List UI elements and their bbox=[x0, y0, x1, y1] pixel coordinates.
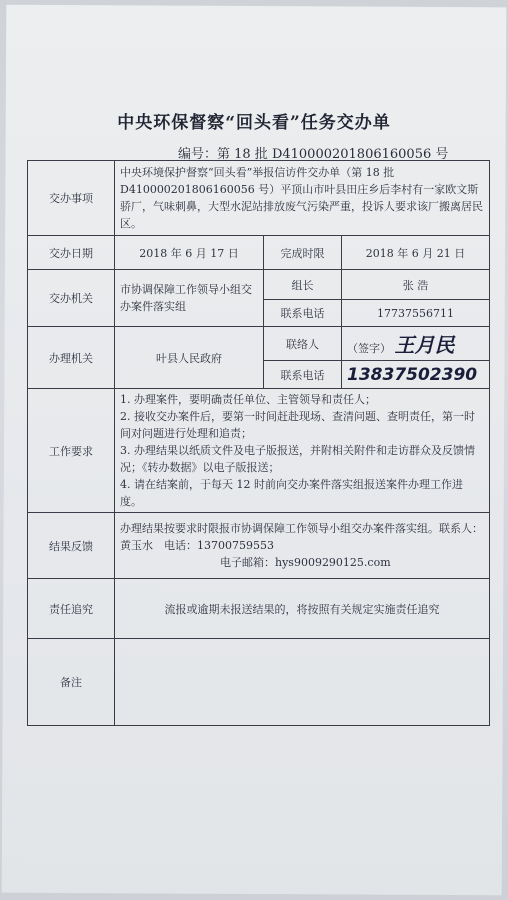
row-date bbox=[28, 236, 490, 270]
requirement-item: 2. 接收交办案件后，要第一时间赶赴现场、查清问题、查明责任，第一时间对问题进行处理和追责； bbox=[120, 410, 475, 440]
label-task: 交办事项 bbox=[28, 161, 115, 236]
handwritten-phone: 13837502390 bbox=[347, 364, 478, 385]
requirements-list bbox=[115, 389, 490, 513]
label-feedback: 结果反馈 bbox=[28, 513, 115, 579]
row-remarks bbox=[28, 639, 490, 726]
feedback-cell bbox=[115, 513, 490, 579]
contact-cell bbox=[342, 327, 490, 361]
task-description: 中央环境保护督察“回头看”举报信访件交办单（第 18 批 D410000201806160056 号）平顶山市叶县田庄乡后李村有一家欧文斯骄厂，气味刺鼻，大型水泥站排放废气污染严重，投诉人要求该厂搬离居民区。 bbox=[115, 161, 490, 236]
agency-phone-value: 17737556711 bbox=[342, 300, 490, 327]
task-form-table bbox=[27, 160, 490, 726]
requirement-item: 3. 办理结果以纸质文件及电子版报送，并附相关附件和走访群众及反馈情况；《转办数据》以电子版报送； bbox=[120, 444, 475, 474]
serial-number: 编号：第 18 批 D410000201806160056 号 bbox=[178, 147, 449, 162]
handwritten-signature: 王月民 bbox=[394, 333, 455, 357]
requirement-item: 4. 请在结案前，于每天 12 时前向交办案件落实组报送案件办理工作进度。 bbox=[120, 478, 463, 508]
feedback-email: 电子邮箱：hys9009290125.com bbox=[220, 556, 391, 569]
label-handler-phone: 联系电话 bbox=[264, 361, 342, 389]
row-handler-1 bbox=[28, 327, 490, 361]
deadline-value: 2018 年 6 月 21 日 bbox=[342, 236, 490, 270]
handler-name: 叶县人民政府 bbox=[115, 327, 264, 389]
label-agency: 交办机关 bbox=[28, 270, 115, 327]
label-contact: 联络人 bbox=[264, 327, 342, 361]
requirement-item: 1. 办理案件，要明确责任单位、主管领导和责任人； bbox=[120, 393, 376, 406]
document-title: 中央环保督察“回头看”任务交办单 bbox=[117, 113, 391, 133]
row-accountability bbox=[28, 579, 490, 639]
label-remarks: 备注 bbox=[28, 639, 115, 726]
label-accountability: 责任追究 bbox=[28, 579, 115, 639]
accountability-text: 流报或逾期未报送结果的，将按照有关规定实施责任追究 bbox=[115, 579, 490, 639]
label-leader: 组长 bbox=[264, 270, 342, 300]
label-deadline: 完成时限 bbox=[264, 236, 342, 270]
date-value: 2018 年 6 月 17 日 bbox=[115, 236, 264, 270]
row-feedback bbox=[28, 513, 490, 579]
handler-phone-cell bbox=[342, 361, 490, 389]
feedback-text: 办理结果按要求时限报市协调保障工作领导小组交办案件落实组。联系人：黄玉水 电话：13700759553 bbox=[120, 522, 483, 552]
leader-value: 张 浩 bbox=[342, 270, 490, 300]
label-agency-phone: 联系电话 bbox=[264, 300, 342, 327]
remarks-value bbox=[115, 639, 490, 726]
agency-name: 市协调保障工作领导小组交办案件落实组 bbox=[115, 270, 264, 327]
sign-label: （签字） bbox=[347, 342, 391, 355]
label-date: 交办日期 bbox=[28, 236, 115, 270]
label-requirements: 工作要求 bbox=[28, 389, 115, 513]
row-task bbox=[28, 161, 490, 236]
row-agency-1 bbox=[28, 270, 490, 300]
row-requirements bbox=[28, 389, 490, 513]
label-handler: 办理机关 bbox=[28, 327, 115, 389]
